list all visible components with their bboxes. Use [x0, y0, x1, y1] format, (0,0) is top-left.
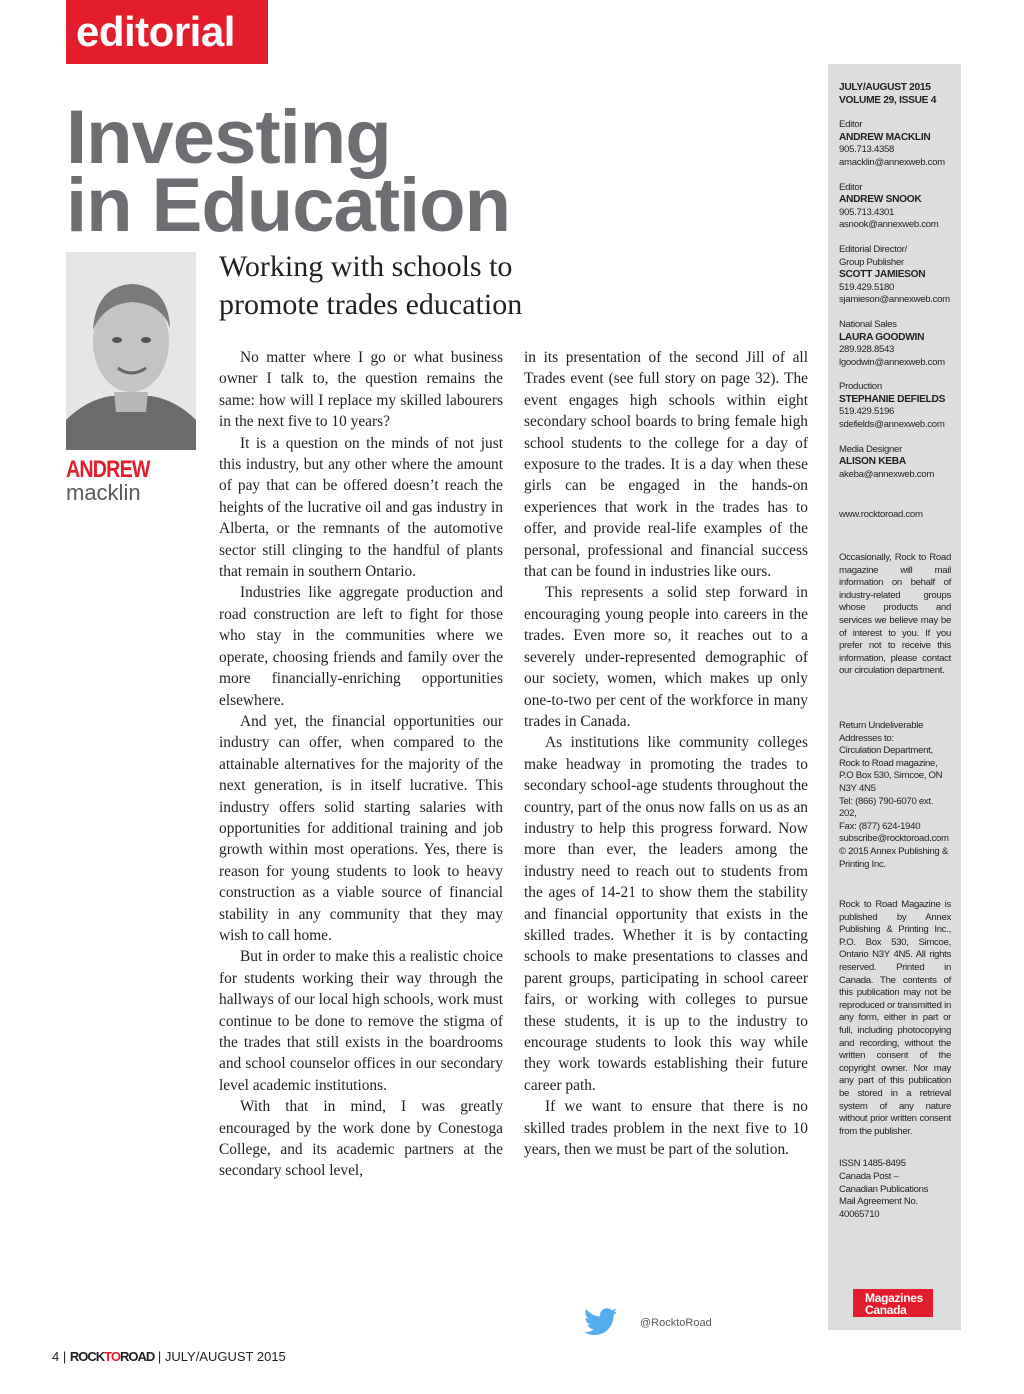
author-last-name: macklin: [66, 480, 141, 505]
staff-entry: [839, 444, 951, 482]
return-address-line: Return Undeliverable: [839, 719, 924, 731]
staff-entry: [839, 182, 951, 232]
staff-phone: 905.713.4301: [839, 206, 895, 218]
headline-line-2: in Education: [66, 163, 510, 248]
staff-phone: 289.928.8543: [839, 344, 895, 356]
return-address-line[interactable]: subscribe@rocktoroad.com: [839, 833, 949, 845]
return-address-line: P.O Box 530, Simcoe, ON: [839, 770, 943, 782]
paragraph: If we want to ensure that there is no skilled trades problem in the next five to 10 years, then we must be part of the solution.: [524, 1098, 808, 1159]
issn-line: Canada Post –: [839, 1170, 899, 1182]
staff-email[interactable]: lgoodwin@annexweb.com: [839, 356, 945, 368]
rock-to-road-logo: [70, 1349, 154, 1364]
staff-email[interactable]: akeba@annexweb.com: [839, 468, 935, 480]
paragraph: This represents a solid step forward in encouraging young people into careers in the trades. Even more so, it reaches out to a severely under-represented demographic of our society, women, which makes up only one-to-two per cent of the workforce in many trades in Canada.: [524, 584, 808, 730]
return-address: [839, 720, 951, 871]
paragraph: But in order to make this a realistic choice for students working their way through the hallways of our local high schools, work must continue to be done to remove the stigma of the trades that still exists in the boardrooms and school counselor offices in our secondary level academic institutions.: [219, 948, 503, 1094]
staff-phone: 519.429.5180: [839, 281, 895, 293]
author-portrait-image: [66, 252, 196, 450]
staff-name: ALISON KEBA: [839, 456, 906, 468]
staff-name: ANDREW MACKLIN: [839, 131, 931, 143]
deck-subtitle: Working with schools to promote trades education: [219, 250, 523, 321]
staff-email[interactable]: amacklin@annexweb.com: [839, 156, 945, 168]
paragraph: As institutions like community colleges make headway in promoting the trades to secondary school-age students throughout the country, part of the onus now falls on us as an industry to help this progress forward. Now more than ever, the leaders among the industry need to reach out to students from the ages of 14-21 to show them the stability and financial opportunity that exists in the skilled trades. Whether it is by contacting schools to make presentations to classes and parent groups, participating in school career fairs, or working with colleges to pursue these students, it is up to the industry to encourage students to look this way while they work towards establishing their future career path.: [524, 734, 808, 1094]
issue-date: JULY/AUGUST 2015: [839, 82, 931, 93]
return-address-line: © 2015 Annex Publishing &: [839, 845, 948, 857]
issn-block: [839, 1158, 951, 1221]
paragraph: Industries like aggregate production and road construction are left to fight for those who stay in the communities where we operate, choosing friends and family over the more financially-enriching opportunities elsewhere.: [219, 584, 503, 709]
return-address-line: Rock to Road magazine,: [839, 757, 938, 769]
brand-text-rock: ROCK: [69, 1349, 105, 1364]
staff-role: Editor: [839, 119, 863, 131]
page-number: 4: [52, 1349, 60, 1364]
copyright-notice: Rock to Road Magazine is published by Annex Publishing & Printing Inc., P.O. Box 530, Simcoe, Ontario N3Y 4N5. All rights reserved. Printed in Canada. The contents of this publication may not be reproduced or transmitted in any form, either in part or full, including photocopying and recording, without the written consent of the copyright owner. Nor may any part of this publication be stored in a retrieval system of any nature without prior written consent from the publisher.: [839, 899, 951, 1137]
article-column-2: [524, 347, 808, 1160]
staff-name: STEPHANIE DEFIELDS: [839, 393, 946, 405]
issn-line: Mail Agreement No. 40065710: [839, 1196, 918, 1220]
brand-text-road: ROAD: [119, 1349, 155, 1364]
staff-entry: [839, 119, 951, 169]
return-address-line: Printing Inc.: [839, 858, 886, 870]
article-column-1: [219, 347, 503, 1182]
staff-phone: 905.713.4358: [839, 144, 895, 156]
footer-divider: |: [62, 1349, 70, 1364]
paragraph: in its presentation of the second Jill of all Trades event (see full story on page 32). The event engages high schools within eight secondary school boards to bring female high school students to the college for a day of exposure to the trades. It is a day when these girls can be engaged in the hands-on experiences that work in the trades has to offer, and provide real-life examples of the personal, professional and financial success that can be found in industries like ours.: [524, 349, 808, 581]
headline: [66, 95, 510, 248]
headline-line-1: Investing: [66, 95, 391, 180]
issn-line: ISSN 1485-8495: [839, 1158, 906, 1170]
paragraph: And yet, the financial opportunities our industry can offer, when compared to the attainable alternatives for the majority of the next generation, is in itself lucrative. This industry offers solid starting salaries with opportunities for additional training and job growth within most operations. Yes, there is reason for young students to look to heavy construction as a viable source of financial stability in any community that they may wish to call home.: [219, 712, 503, 944]
return-address-line: N3Y 4N5: [839, 782, 876, 794]
staff-phone: 519.429.5196: [839, 406, 895, 418]
staff-role: National Sales: [839, 318, 897, 330]
footer-issue: JULY/AUGUST 2015: [164, 1349, 286, 1364]
staff-role: Media Designer: [839, 443, 902, 455]
author-first-name: ANDREW: [66, 456, 150, 483]
staff-email[interactable]: sdefields@annexweb.com: [839, 419, 945, 431]
return-address-line: Addresses to:: [839, 732, 894, 744]
author-photo: [66, 252, 196, 450]
page-footer: [52, 1349, 286, 1364]
paragraph: It is a question on the minds of not just this industry, but any other where the amount of pay that can be offered doesn’t reach the heights of the lucrative oil and gas industry in Alberta, or the remnants of the automotive sector still clinging to the handful of plants that remain in southern Ontario.: [219, 434, 503, 581]
staff-entry: [839, 381, 951, 431]
website-link[interactable]: www.rocktoroad.com: [839, 509, 923, 521]
twitter-handle[interactable]: @RocktoRoad: [640, 1317, 712, 1329]
staff-name: LAURA GOODWIN: [839, 331, 925, 343]
footer-divider: |: [157, 1349, 165, 1364]
staff-name: SCOTT JAMIESON: [839, 269, 926, 281]
staff-role: Editorial Director/ Group Publisher: [839, 243, 907, 268]
issn-line: Canadian Publications: [839, 1183, 929, 1195]
return-address-line: Tel: (866) 790-6070 ext. 202,: [839, 795, 934, 820]
staff-email[interactable]: asnook@annexweb.com: [839, 219, 939, 231]
staff-email[interactable]: sjamieson@annexweb.com: [839, 294, 950, 306]
magazines-canada-logo: Magazines Canada: [853, 1289, 933, 1317]
staff-role: Production: [839, 381, 882, 393]
issue-volume: VOLUME 29, ISSUE 4: [839, 94, 937, 106]
staff-entry: [839, 244, 951, 307]
staff-name: ANDREW SNOOK: [839, 194, 922, 206]
return-address-line: Fax: (877) 624-1940: [839, 820, 921, 832]
staff-entry: [839, 319, 951, 369]
mail-notice: Occasionally, Rock to Road magazine will mail information on behalf of industry-related groups whose products and services we believe may be of interest to you. If you prefer not to receive this information, please contact our circulation department.: [839, 552, 951, 677]
return-address-line: Circulation Department,: [839, 745, 933, 757]
paragraph: With that in mind, I was greatly encouraged by the work done by Conestoga College, and its academic partners at the secondary school level,: [219, 1098, 503, 1180]
masthead-sidebar: [828, 64, 961, 1330]
twitter-bird-icon[interactable]: [584, 1308, 618, 1336]
staff-role: Editor: [839, 181, 863, 193]
masthead-issue: [839, 82, 951, 107]
section-tag: editorial: [66, 0, 268, 64]
paragraph: No matter where I go or what business owner I talk to, the question remains the same: how will I replace my skilled labourers in the next five to 10 years?: [219, 349, 503, 431]
brand-text-to: TO: [104, 1349, 120, 1364]
